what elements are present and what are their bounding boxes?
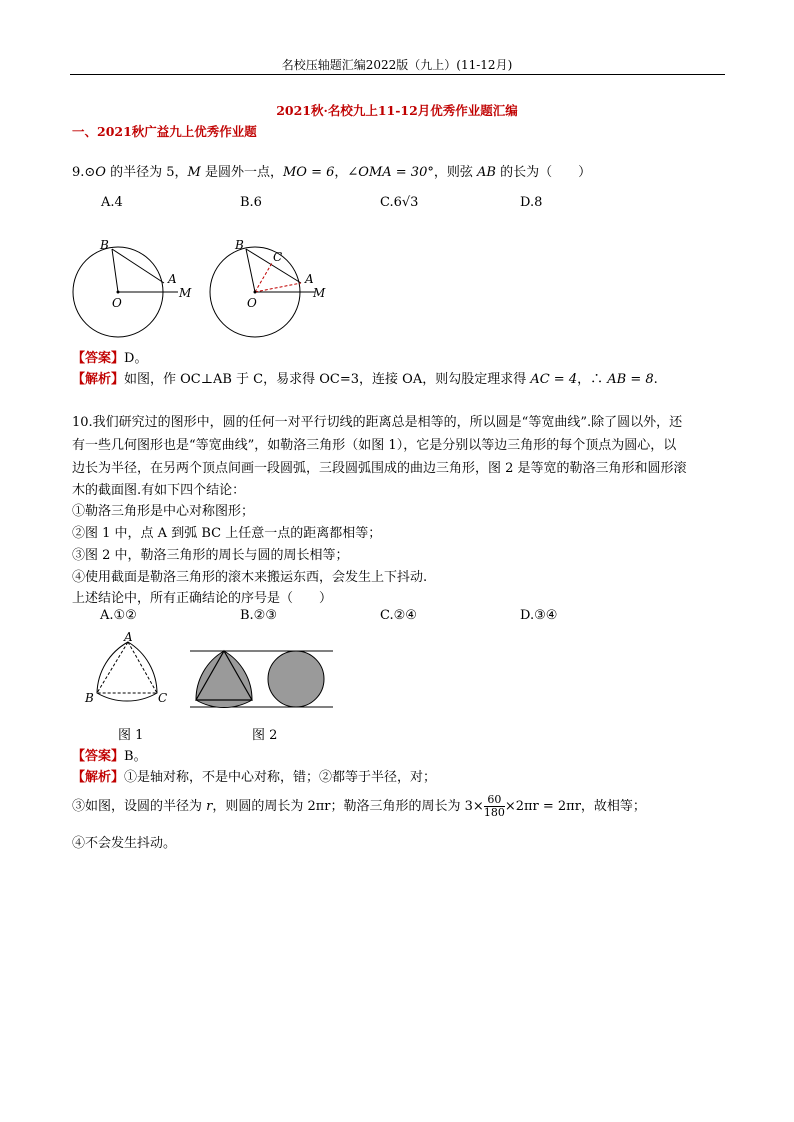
q9-answer (72, 347, 147, 366)
q9-option-c[interactable]: C.6√3 (380, 195, 419, 210)
q9-o: O (95, 165, 106, 180)
analysis-label: 【解析】 (72, 372, 125, 387)
q9-stem (72, 161, 591, 180)
label-b: B (85, 691, 94, 705)
analysis-text-1: ①是轴对称，不是中心对称，错；②都等于半径，对； (124, 770, 437, 785)
analysis-text-2a: ③如图，设圆的半径为 (72, 799, 207, 814)
analysis-ac: AC = 4 (530, 372, 578, 387)
analysis-text-2b: ，则圆的周长为 2πr；勒洛三角形的周长为 3× (212, 799, 484, 814)
q9-mo: MO = 6 (282, 165, 335, 180)
q9-stem-a: 9.⊙ (72, 165, 96, 180)
q9-stem-d: ， (334, 165, 348, 180)
circle-roller (268, 651, 324, 707)
analysis-r: r (206, 799, 213, 814)
q10-statement-3: ③图 2 中，勒洛三角形的周长与圆的周长相等； (72, 548, 349, 563)
segment-oa (255, 283, 301, 292)
answer-label: 【答案】 (72, 351, 125, 366)
q9-stem-f: 的长为（ ） (495, 165, 592, 180)
q9-option-a[interactable]: A.4 (101, 195, 123, 210)
page-header: 名校压轴题汇编2022版（九上）(11-12月) (281, 58, 513, 72)
q10-line-3: 边长为半径，在另两个顶点间画一段圆弧，三段圆弧围成的曲边三角形，图 2 是等宽的勒洛三角形和圆形滚 (72, 461, 687, 476)
header-rule (70, 74, 725, 75)
q10-option-b[interactable]: B.②③ (240, 608, 277, 623)
q9-option-d[interactable]: D.8 (520, 195, 543, 210)
chord-ab (112, 249, 164, 283)
q9-analysis (72, 368, 658, 387)
analysis-text-2c: ×2πr = 2πr，故相等； (504, 799, 646, 814)
q9-ab: AB (476, 165, 496, 180)
center-dot (254, 291, 257, 294)
q10-analysis-1 (72, 766, 436, 785)
q9-stem-c: 是圆外一点， (200, 165, 283, 180)
q10-analysis-2 (72, 794, 646, 819)
q9-figure-left (78, 235, 198, 340)
q9-option-b[interactable]: B.6 (240, 195, 262, 210)
document-title: 2021秋·名校九上11-12月优秀作业题汇编 (276, 103, 518, 118)
q10-line-4: 木的截面图.有如下四个结论： (72, 483, 246, 498)
fraction-60-180 (484, 794, 505, 819)
q10-line-1: 10.我们研究过的图形中，圆的任何一对平行切线的距离总是相等的，所以圆是“等宽曲线”.除了圆以外，还 (72, 415, 683, 430)
reuleaux-roller (196, 651, 252, 708)
label-c: C (158, 691, 168, 705)
label-o: O (112, 296, 122, 310)
analysis-text-a: 如图，作 OC⊥AB 于 C，易求得 OC=3，连接 OA，则勾股定理求得 (124, 372, 531, 387)
inner-triangle (97, 642, 157, 693)
analysis-ab: AB = 8 (607, 372, 654, 387)
segment-oc (255, 263, 272, 292)
center-dot (117, 291, 120, 294)
reuleaux-figure-1 (82, 632, 172, 712)
analysis-text-b: ，∴ (577, 372, 608, 387)
q10-line-2: 有一些几何图形也是“等宽曲线”，如勒洛三角形（如图 1），它是分别以等边三角形的每个顶点为圆心，以 (72, 438, 677, 453)
figure-2-caption: 图 2 (252, 728, 278, 743)
q9-stem-b: 的半径为 5， (105, 165, 188, 180)
answer-value: B。 (124, 749, 147, 764)
fraction-denominator: 180 (483, 806, 505, 819)
analysis-label: 【解析】 (72, 770, 125, 785)
q10-statement-2: ②图 1 中，点 A 到弧 BC 上任意一点的距离都相等； (72, 526, 382, 541)
label-m: M (313, 286, 326, 300)
label-c: C (273, 250, 283, 264)
q10-answer (72, 745, 147, 764)
label-a: A (168, 272, 177, 286)
q10-option-c[interactable]: C.②④ (380, 608, 417, 623)
q10-analysis-3: ④不会发生抖动。 (72, 836, 177, 851)
q10-question: 上述结论中，所有正确结论的序号是（ ） (72, 591, 333, 606)
q10-option-d[interactable]: D.③④ (520, 608, 558, 623)
answer-label: 【答案】 (72, 749, 125, 764)
q10-statement-4: ④使用截面是勒洛三角形的滚木来搬运东西，会发生上下抖动. (72, 570, 428, 585)
fraction-numerator: 60 (484, 794, 505, 807)
label-a: A (305, 272, 314, 286)
q9-stem-e: ，则弦 (433, 165, 477, 180)
label-a: A (124, 630, 133, 644)
q9-angle: ∠OMA = 30° (347, 165, 434, 180)
q9-figure-right (215, 235, 335, 340)
label-b: B (235, 238, 244, 252)
q10-option-a[interactable]: A.①② (100, 608, 137, 623)
figure-1-caption: 图 1 (118, 728, 144, 743)
q10-statement-1: ①勒洛三角形是中心对称图形； (72, 504, 255, 519)
analysis-text-c: . (653, 372, 658, 387)
section-heading: 一、2021秋广益九上优秀作业题 (72, 124, 257, 139)
q9-m: M (187, 165, 201, 180)
label-o: O (247, 296, 257, 310)
label-m: M (179, 286, 192, 300)
reuleaux-outline (97, 642, 157, 701)
rollers-figure-2 (190, 648, 335, 712)
answer-value: D。 (124, 351, 148, 366)
label-b: B (100, 238, 109, 252)
